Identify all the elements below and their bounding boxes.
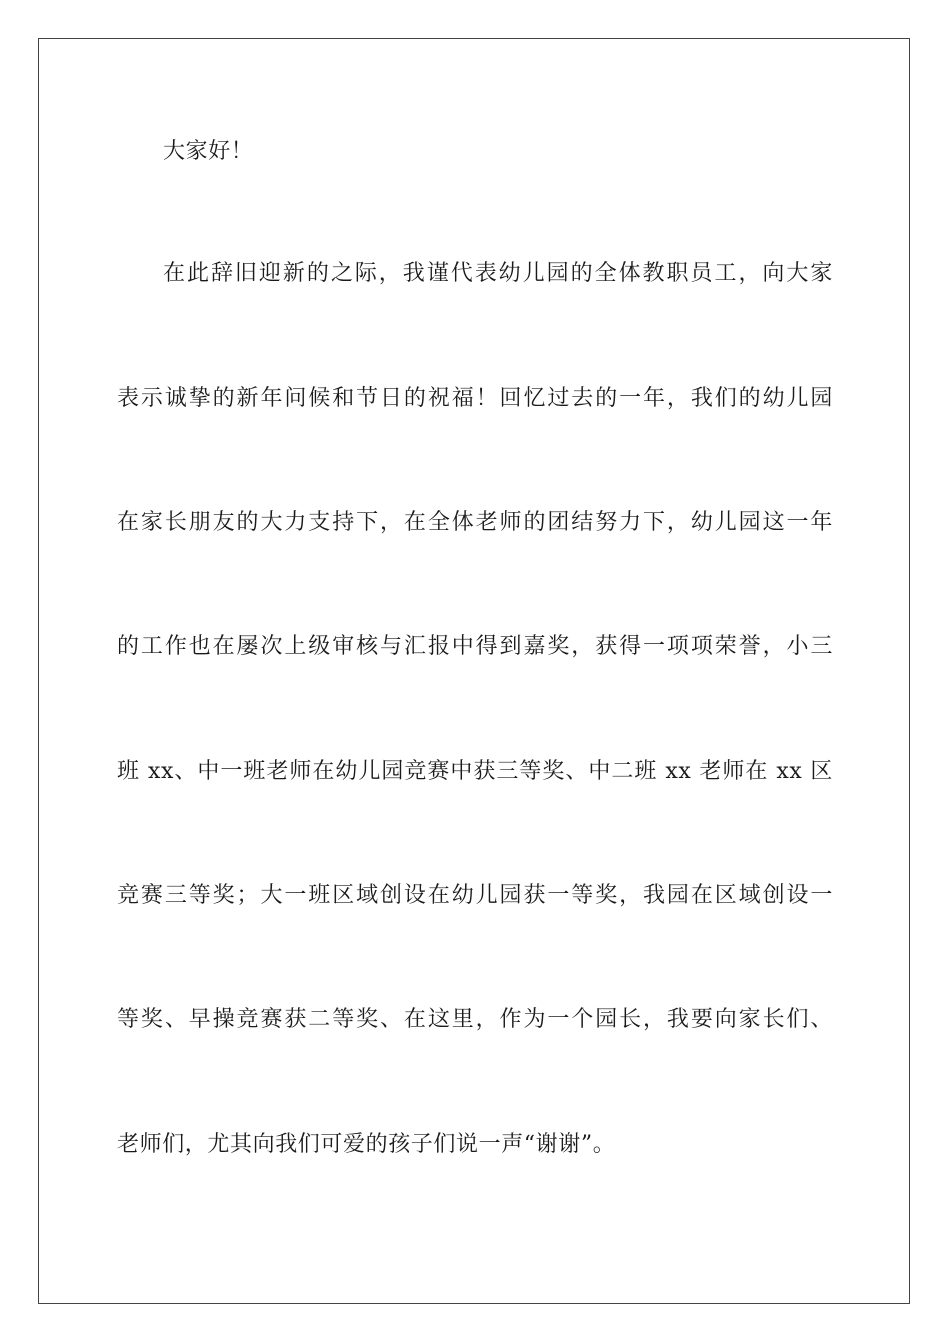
paragraph-line: 在此辞旧迎新的之际，我谨代表幼儿园的全体教职员工，向大家 (163, 261, 833, 286)
page-border (38, 38, 910, 1304)
paragraph-line: 等奖、早操竞赛获二等奖、在这里，作为一个园长，我要向家长们、 (117, 1007, 833, 1032)
paragraph-line: 竞赛三等奖；大一班区域创设在幼儿园获一等奖，我园在区域创设一 (117, 883, 833, 908)
paragraph-line: 的工作也在屡次上级审核与汇报中得到嘉奖，获得一项项荣誉，小三 (117, 634, 833, 659)
paragraph-line: 在家长朋友的大力支持下，在全体老师的团结努力下，幼儿园这一年 (117, 510, 833, 535)
paragraph-line-last: 老师们，尤其向我们可爱的孩子们说一声“谢谢”。 (117, 1132, 616, 1157)
paragraph-line: 表示诚挚的新年问候和节日的祝福！回忆过去的一年，我们的幼儿园 (117, 386, 833, 411)
greeting-text: 大家好！ (163, 139, 254, 164)
paragraph-line: 班 xx、中一班老师在幼儿园竞赛中获三等奖、中二班 xx 老师在 xx 区 (117, 759, 833, 784)
